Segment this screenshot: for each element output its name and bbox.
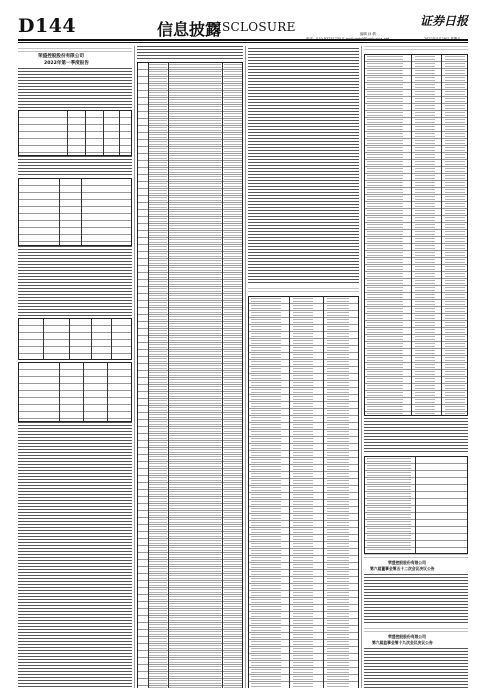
- report-body-text: [18, 246, 132, 316]
- project-list-table: [137, 62, 243, 688]
- financial-data-table: [18, 110, 132, 156]
- notice1-body: [364, 574, 468, 624]
- column-divider: [245, 46, 246, 688]
- column-divider: [134, 46, 135, 688]
- shareholders-table: [18, 318, 132, 360]
- top-holders-table: [18, 362, 132, 422]
- notice1-code-line: [364, 554, 468, 558]
- editor-line: 编辑 孙 倩: [360, 32, 376, 36]
- cash-flow-table: [364, 54, 468, 416]
- consolidated-table: [364, 456, 468, 554]
- header-rule: [18, 39, 468, 41]
- page-number: D144: [18, 15, 77, 37]
- report-body-text: [18, 422, 132, 688]
- report-title: 2022年第一季度报告: [44, 61, 89, 66]
- notice-text: [364, 418, 468, 454]
- page-header: [0, 0, 484, 44]
- statement-column: [248, 46, 359, 688]
- notice2-code-line: [364, 628, 468, 632]
- notice2-body: [364, 648, 468, 688]
- report-body-text: [18, 68, 132, 108]
- column-divider: [361, 46, 362, 688]
- balance-sheet-table: [248, 296, 359, 688]
- statement-body-text: [248, 48, 359, 284]
- notice2-company: 荣盛控股股份有限公司: [388, 634, 426, 639]
- project-list-column: [137, 46, 243, 688]
- report-column: [18, 46, 132, 688]
- notices-column: [364, 46, 468, 688]
- newspaper-logo: 证券日报: [420, 14, 469, 28]
- report-company-title: 荣盛控股股份有限公司: [38, 54, 84, 59]
- notice2-title: 第六届监事会第十九次会议决议公告: [372, 640, 433, 645]
- nonrecurring-items-table: [18, 178, 132, 246]
- cash-flow-caption: [364, 46, 468, 52]
- header-rule-thin: [18, 42, 468, 43]
- stock-code-line: [18, 48, 132, 52]
- section-title-en: DISCLOSURE: [207, 20, 296, 34]
- report-body-text: [18, 156, 132, 176]
- notice1-company: 荣盛控股股份有限公司: [388, 560, 426, 565]
- balance-sheet-caption: [248, 288, 359, 294]
- notice1-title: 第六届董事会第五十二次会议决议公告: [370, 566, 435, 571]
- section-title: 信息披露: [157, 20, 222, 39]
- project-list-intro: [137, 46, 243, 60]
